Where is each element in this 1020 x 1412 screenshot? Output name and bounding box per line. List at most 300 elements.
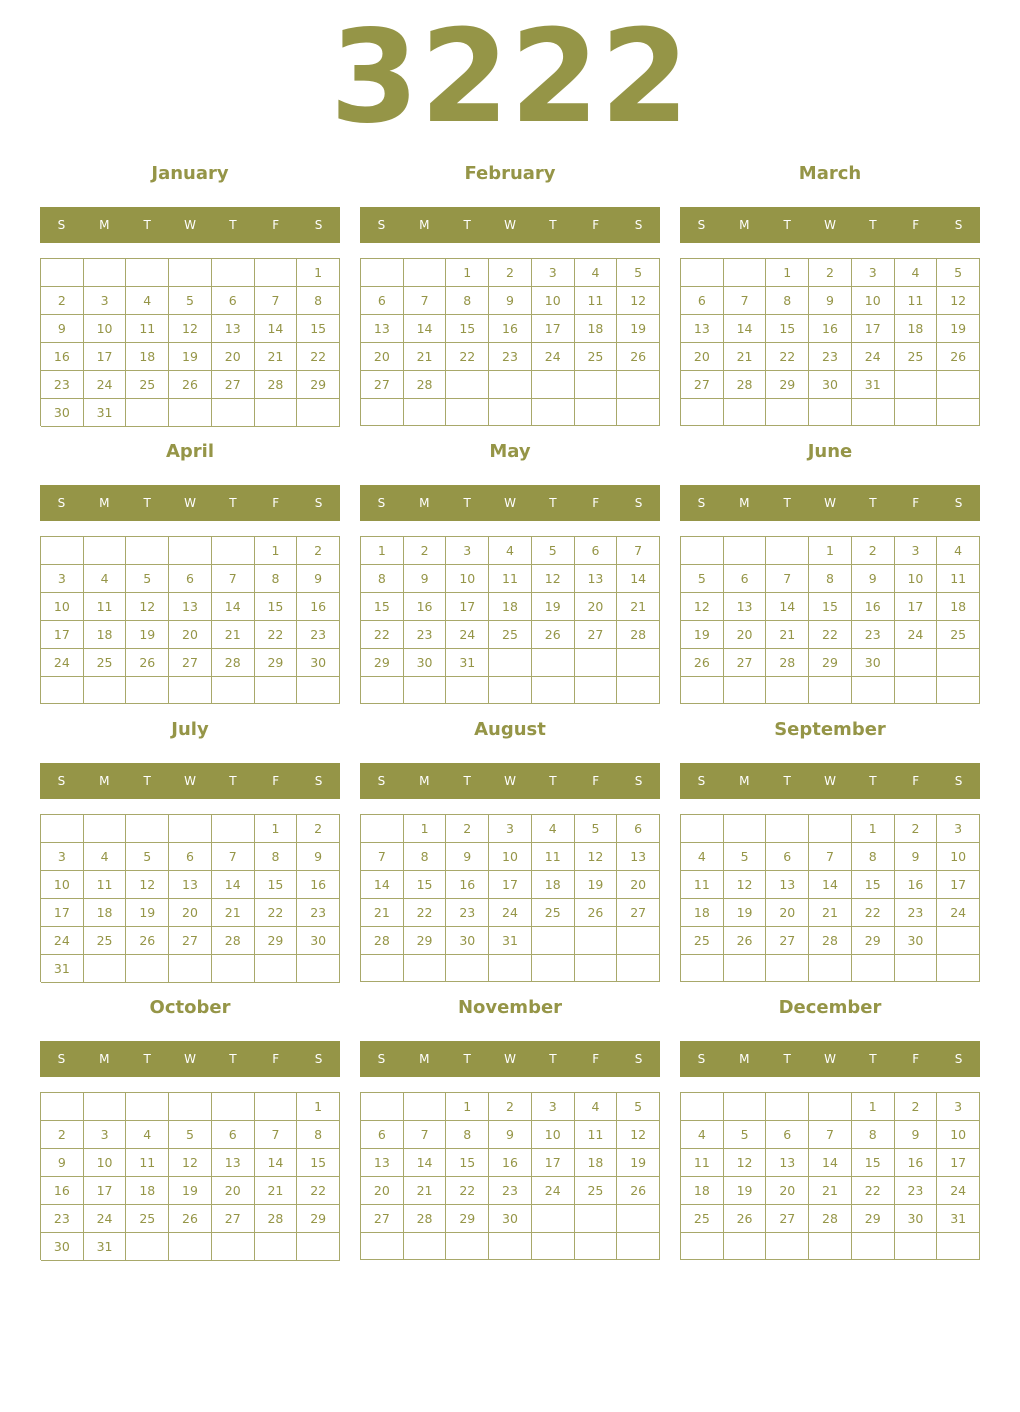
day-cell: 23 (41, 1205, 84, 1233)
weekday-label: T (229, 496, 237, 510)
day-cell: 1 (446, 259, 489, 287)
day-cell: 30 (297, 927, 340, 955)
empty-day-cell (809, 815, 852, 843)
day-cell: 27 (724, 649, 767, 677)
empty-day-cell (361, 815, 404, 843)
empty-day-cell (575, 649, 618, 677)
day-cell: 8 (766, 287, 809, 315)
day-cell: 23 (809, 343, 852, 371)
day-cell: 21 (404, 343, 447, 371)
empty-day-cell (766, 1233, 809, 1260)
empty-day-cell (212, 537, 255, 565)
weekday-label: S (377, 1052, 386, 1066)
weekday-header (680, 1041, 980, 1077)
day-cell: 5 (617, 1093, 660, 1121)
empty-day-cell (852, 399, 895, 426)
day-cell: 2 (297, 815, 340, 843)
day-cell: 22 (255, 899, 298, 927)
empty-day-cell (766, 677, 809, 704)
empty-day-cell (681, 537, 724, 565)
day-cell: 22 (809, 621, 852, 649)
empty-day-cell (809, 677, 852, 704)
empty-day-cell (84, 955, 127, 983)
day-cell: 6 (169, 565, 212, 593)
weekday-label: S (57, 1052, 66, 1066)
day-cell: 14 (404, 315, 447, 343)
day-cell: 31 (446, 649, 489, 677)
day-cell: 5 (169, 1121, 212, 1149)
day-cell: 17 (937, 1149, 980, 1177)
weekday-label: W (504, 774, 516, 788)
day-cell: 1 (255, 537, 298, 565)
empty-day-cell (126, 955, 169, 983)
day-cell: 2 (489, 1093, 532, 1121)
day-cell: 4 (895, 259, 938, 287)
weekday-label: S (697, 218, 706, 232)
day-cell: 15 (852, 871, 895, 899)
day-cell: 8 (446, 1121, 489, 1149)
day-cell: 26 (617, 343, 660, 371)
day-cell: 17 (84, 343, 127, 371)
day-cell: 16 (41, 1177, 84, 1205)
day-cell: 6 (766, 843, 809, 871)
day-cell: 13 (681, 315, 724, 343)
day-grid (680, 814, 980, 982)
day-cell: 2 (404, 537, 447, 565)
day-cell: 13 (169, 593, 212, 621)
day-cell: 18 (84, 621, 127, 649)
day-cell: 20 (724, 621, 767, 649)
day-cell: 17 (852, 315, 895, 343)
day-cell: 10 (895, 565, 938, 593)
day-cell: 14 (255, 1149, 298, 1177)
day-cell: 28 (404, 371, 447, 399)
empty-day-cell (617, 371, 660, 399)
day-cell: 10 (84, 315, 127, 343)
day-cell: 9 (489, 1121, 532, 1149)
day-cell: 28 (766, 649, 809, 677)
empty-day-cell (297, 1233, 340, 1261)
weekday-label: F (272, 774, 280, 788)
empty-day-cell (255, 1093, 298, 1121)
day-cell: 22 (446, 1177, 489, 1205)
weekday-label: T (549, 774, 557, 788)
day-cell: 25 (126, 1205, 169, 1233)
day-grid (680, 1092, 980, 1260)
day-cell: 18 (575, 315, 618, 343)
day-cell: 2 (895, 815, 938, 843)
weekday-label: M (739, 218, 750, 232)
day-cell: 9 (895, 843, 938, 871)
day-cell: 1 (297, 1093, 340, 1121)
day-cell: 13 (724, 593, 767, 621)
day-cell: 17 (41, 899, 84, 927)
day-cell: 4 (489, 537, 532, 565)
day-cell: 29 (255, 649, 298, 677)
day-grid (360, 258, 660, 426)
day-cell: 30 (446, 927, 489, 955)
weekday-label: T (549, 1052, 557, 1066)
day-cell: 25 (126, 371, 169, 399)
day-cell: 5 (617, 259, 660, 287)
day-cell: 24 (41, 649, 84, 677)
day-cell: 26 (617, 1177, 660, 1205)
day-cell: 26 (169, 371, 212, 399)
day-cell: 28 (255, 371, 298, 399)
day-cell: 14 (212, 871, 255, 899)
day-cell: 3 (41, 565, 84, 593)
empty-day-cell (532, 399, 575, 426)
empty-day-cell (937, 649, 980, 677)
empty-day-cell (169, 1233, 212, 1261)
weekday-label: S (697, 1052, 706, 1066)
day-cell: 12 (617, 1121, 660, 1149)
empty-day-cell (724, 537, 767, 565)
month-name: May (489, 441, 531, 462)
day-cell: 29 (852, 927, 895, 955)
day-cell: 12 (617, 287, 660, 315)
day-cell: 26 (575, 899, 618, 927)
day-cell: 29 (255, 927, 298, 955)
day-cell: 21 (212, 621, 255, 649)
day-cell: 4 (126, 287, 169, 315)
empty-day-cell (169, 537, 212, 565)
empty-day-cell (766, 815, 809, 843)
day-cell: 20 (575, 593, 618, 621)
day-cell: 20 (169, 899, 212, 927)
empty-day-cell (575, 371, 618, 399)
empty-day-cell (766, 399, 809, 426)
day-cell: 17 (937, 871, 980, 899)
day-cell: 2 (41, 1121, 84, 1149)
day-cell: 25 (681, 927, 724, 955)
day-cell: 7 (617, 537, 660, 565)
day-cell: 23 (446, 899, 489, 927)
empty-day-cell (126, 537, 169, 565)
day-cell: 5 (126, 843, 169, 871)
day-cell: 21 (766, 621, 809, 649)
empty-day-cell (681, 1093, 724, 1121)
day-cell: 24 (895, 621, 938, 649)
empty-day-cell (404, 1233, 447, 1260)
day-cell: 9 (809, 287, 852, 315)
empty-day-cell (212, 259, 255, 287)
day-cell: 7 (404, 1121, 447, 1149)
day-cell: 18 (126, 1177, 169, 1205)
empty-day-cell (809, 1093, 852, 1121)
day-cell: 16 (489, 1149, 532, 1177)
day-cell: 5 (532, 537, 575, 565)
day-cell: 21 (617, 593, 660, 621)
month-name: April (165, 441, 215, 462)
month-august (360, 716, 660, 986)
day-cell: 13 (766, 871, 809, 899)
day-cell: 8 (297, 1121, 340, 1149)
empty-day-cell (852, 955, 895, 982)
day-cell: 22 (404, 899, 447, 927)
empty-day-cell (446, 677, 489, 704)
empty-day-cell (575, 399, 618, 426)
day-cell: 6 (766, 1121, 809, 1149)
empty-day-cell (532, 927, 575, 955)
empty-day-cell (724, 1233, 767, 1260)
weekday-label: T (783, 496, 791, 510)
day-cell: 28 (404, 1205, 447, 1233)
day-cell: 8 (297, 287, 340, 315)
day-cell: 11 (937, 565, 980, 593)
day-cell: 12 (724, 1149, 767, 1177)
day-cell: 3 (852, 259, 895, 287)
day-cell: 19 (532, 593, 575, 621)
weekday-label: F (912, 1052, 920, 1066)
empty-day-cell (361, 259, 404, 287)
weekday-label: T (783, 218, 791, 232)
weekday-label: T (463, 496, 471, 510)
day-cell: 25 (937, 621, 980, 649)
day-cell: 3 (84, 1121, 127, 1149)
day-cell: 11 (489, 565, 532, 593)
weekday-label: T (869, 496, 877, 510)
day-cell: 8 (809, 565, 852, 593)
month-name: October (149, 997, 231, 1018)
weekday-label: S (314, 1052, 323, 1066)
day-cell: 9 (41, 1149, 84, 1177)
day-cell: 25 (84, 927, 127, 955)
day-cell: 3 (937, 815, 980, 843)
day-cell: 3 (532, 259, 575, 287)
day-cell: 23 (895, 1177, 938, 1205)
day-cell: 6 (169, 843, 212, 871)
day-cell: 14 (404, 1149, 447, 1177)
day-cell: 17 (41, 621, 84, 649)
day-cell: 23 (489, 343, 532, 371)
empty-day-cell (404, 259, 447, 287)
empty-day-cell (532, 1233, 575, 1260)
day-cell: 6 (212, 1121, 255, 1149)
day-cell: 3 (937, 1093, 980, 1121)
empty-day-cell (575, 927, 618, 955)
day-cell: 9 (852, 565, 895, 593)
weekday-label: M (99, 496, 110, 510)
weekday-label: S (697, 774, 706, 788)
weekday-label: F (592, 496, 600, 510)
weekday-label: T (143, 774, 151, 788)
weekday-header (360, 1041, 660, 1077)
empty-day-cell (532, 677, 575, 704)
day-cell: 3 (84, 287, 127, 315)
day-cell: 5 (681, 565, 724, 593)
month-name: September (774, 719, 886, 740)
day-cell: 21 (361, 899, 404, 927)
weekday-label: F (592, 218, 600, 232)
day-cell: 30 (41, 1233, 84, 1261)
day-cell: 27 (766, 927, 809, 955)
day-cell: 8 (852, 843, 895, 871)
day-cell: 10 (937, 1121, 980, 1149)
empty-day-cell (489, 371, 532, 399)
weekday-label: T (229, 218, 237, 232)
day-cell: 3 (532, 1093, 575, 1121)
day-cell: 9 (297, 843, 340, 871)
day-cell: 13 (361, 315, 404, 343)
day-cell: 11 (126, 1149, 169, 1177)
day-cell: 20 (766, 1177, 809, 1205)
day-cell: 2 (297, 537, 340, 565)
day-cell: 7 (361, 843, 404, 871)
empty-day-cell (212, 955, 255, 983)
day-cell: 30 (41, 399, 84, 427)
day-cell: 18 (489, 593, 532, 621)
empty-day-cell (809, 1233, 852, 1260)
empty-day-cell (361, 399, 404, 426)
weekday-label: T (869, 218, 877, 232)
day-cell: 6 (681, 287, 724, 315)
empty-day-cell (937, 955, 980, 982)
empty-day-cell (489, 1233, 532, 1260)
weekday-label: W (824, 774, 836, 788)
day-cell: 26 (126, 927, 169, 955)
day-cell: 22 (852, 1177, 895, 1205)
day-cell: 2 (809, 259, 852, 287)
empty-day-cell (937, 1233, 980, 1260)
day-cell: 31 (84, 399, 127, 427)
day-cell: 16 (809, 315, 852, 343)
day-cell: 22 (255, 621, 298, 649)
day-cell: 7 (404, 287, 447, 315)
empty-day-cell (895, 649, 938, 677)
weekday-header (360, 207, 660, 243)
month-name: January (151, 163, 229, 184)
weekday-label: T (549, 218, 557, 232)
day-cell: 14 (255, 315, 298, 343)
day-cell: 29 (809, 649, 852, 677)
day-cell: 16 (297, 871, 340, 899)
empty-day-cell (532, 371, 575, 399)
day-cell: 20 (169, 621, 212, 649)
day-cell: 22 (297, 1177, 340, 1205)
empty-day-cell (895, 677, 938, 704)
empty-day-cell (681, 399, 724, 426)
day-cell: 9 (404, 565, 447, 593)
month-september (680, 716, 980, 986)
day-cell: 1 (361, 537, 404, 565)
day-cell: 8 (255, 843, 298, 871)
empty-day-cell (724, 677, 767, 704)
month-name: December (778, 997, 882, 1018)
empty-day-cell (361, 955, 404, 982)
weekday-label: W (504, 1052, 516, 1066)
empty-day-cell (84, 537, 127, 565)
month-april (40, 438, 340, 708)
day-cell: 30 (895, 927, 938, 955)
day-cell: 10 (41, 593, 84, 621)
empty-day-cell (169, 815, 212, 843)
day-cell: 10 (446, 565, 489, 593)
weekday-label: F (912, 218, 920, 232)
month-february (360, 160, 660, 430)
day-cell: 9 (446, 843, 489, 871)
weekday-label: S (634, 218, 643, 232)
day-cell: 31 (41, 955, 84, 983)
empty-day-cell (852, 1233, 895, 1260)
day-cell: 1 (766, 259, 809, 287)
weekday-label: M (99, 218, 110, 232)
day-cell: 30 (489, 1205, 532, 1233)
day-cell: 7 (212, 565, 255, 593)
empty-day-cell (212, 1233, 255, 1261)
day-cell: 26 (681, 649, 724, 677)
empty-day-cell (126, 677, 169, 704)
day-cell: 15 (297, 315, 340, 343)
day-cell: 12 (575, 843, 618, 871)
weekday-label: T (463, 218, 471, 232)
day-cell: 28 (255, 1205, 298, 1233)
weekday-header (360, 485, 660, 521)
empty-day-cell (361, 1093, 404, 1121)
day-cell: 25 (489, 621, 532, 649)
empty-day-cell (617, 955, 660, 982)
day-cell: 23 (895, 899, 938, 927)
day-cell: 18 (575, 1149, 618, 1177)
day-cell: 6 (212, 287, 255, 315)
day-cell: 29 (297, 371, 340, 399)
day-cell: 8 (255, 565, 298, 593)
day-cell: 21 (212, 899, 255, 927)
day-cell: 30 (895, 1205, 938, 1233)
day-cell: 24 (84, 1205, 127, 1233)
day-cell: 22 (361, 621, 404, 649)
day-cell: 15 (404, 871, 447, 899)
day-cell: 11 (84, 871, 127, 899)
day-cell: 19 (126, 621, 169, 649)
weekday-label: F (912, 774, 920, 788)
empty-day-cell (169, 399, 212, 427)
day-cell: 23 (404, 621, 447, 649)
day-cell: 9 (895, 1121, 938, 1149)
empty-day-cell (212, 677, 255, 704)
day-cell: 14 (724, 315, 767, 343)
weekday-label: T (783, 774, 791, 788)
empty-day-cell (84, 815, 127, 843)
day-cell: 26 (937, 343, 980, 371)
day-cell: 28 (809, 927, 852, 955)
empty-day-cell (84, 677, 127, 704)
day-cell: 24 (489, 899, 532, 927)
weekday-header (360, 763, 660, 799)
day-cell: 26 (724, 1205, 767, 1233)
empty-day-cell (489, 649, 532, 677)
day-cell: 23 (852, 621, 895, 649)
empty-day-cell (681, 955, 724, 982)
weekday-label: S (377, 496, 386, 510)
weekday-label: T (783, 1052, 791, 1066)
empty-day-cell (895, 371, 938, 399)
month-january (40, 160, 340, 430)
empty-day-cell (169, 259, 212, 287)
empty-day-cell (126, 399, 169, 427)
weekday-label: F (272, 1052, 280, 1066)
empty-day-cell (937, 371, 980, 399)
weekday-label: M (739, 774, 750, 788)
day-cell: 23 (297, 621, 340, 649)
day-cell: 12 (169, 1149, 212, 1177)
empty-day-cell (489, 677, 532, 704)
empty-day-cell (766, 1093, 809, 1121)
empty-day-cell (532, 649, 575, 677)
empty-day-cell (617, 649, 660, 677)
empty-day-cell (169, 677, 212, 704)
day-cell: 16 (852, 593, 895, 621)
